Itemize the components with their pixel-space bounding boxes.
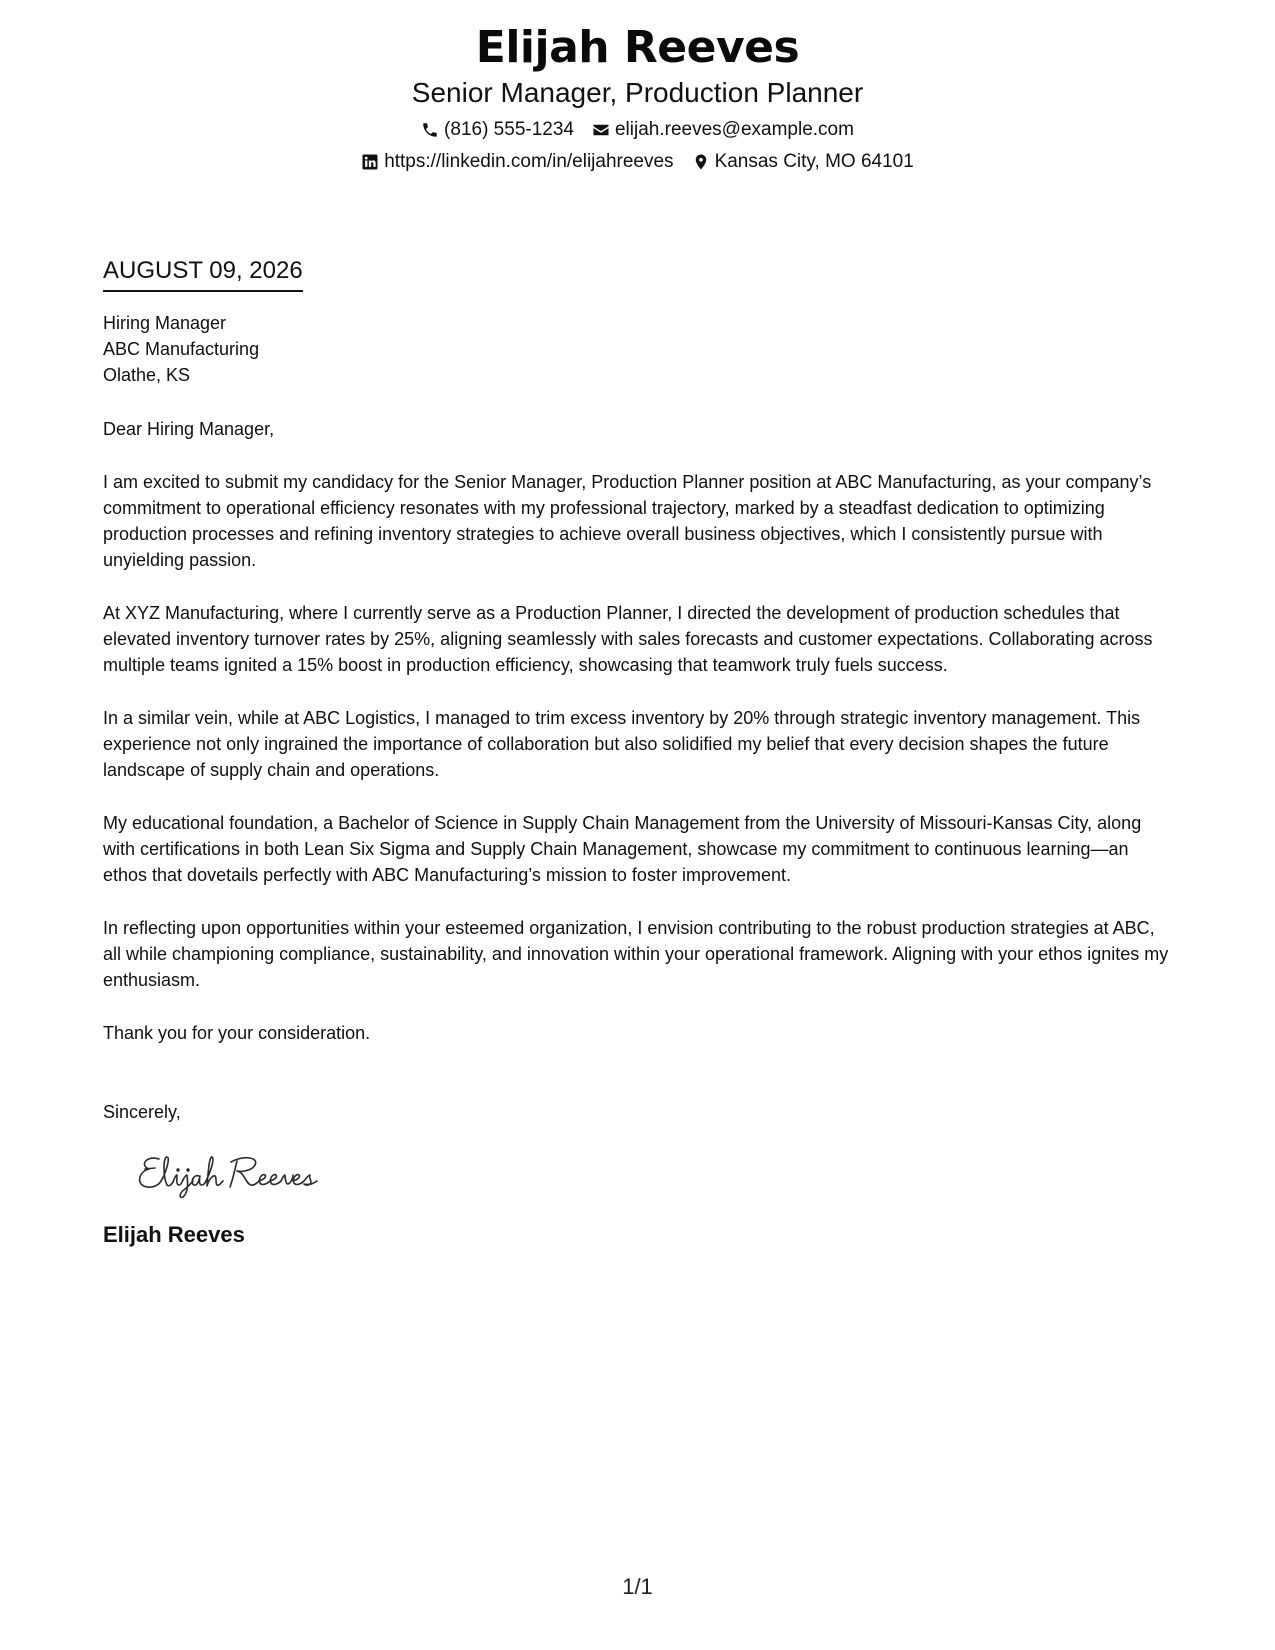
recipient-block xyxy=(103,310,1173,388)
contact-location xyxy=(692,150,914,174)
paragraph-2: At XYZ Manufacturing, where I currently serve as a Production Planner, I directed the development of production schedules that elevated inventory turnover rates by 25%, aligning seamlessly with sales forecasts and customer expectations. Collaborating across multiple teams ignited a 15% boost in production efficiency, showcasing that teamwork truly fuels success. xyxy=(103,603,1153,675)
signature-image xyxy=(133,1145,333,1201)
letterhead xyxy=(0,20,1275,174)
phone-text: (816) 555-1234 xyxy=(444,119,574,140)
linkedin-icon xyxy=(361,153,379,171)
paragraph-4: My educational foundation, a Bachelor of Science in Supply Chain Management from the University of Missouri-Kansas City, along with certifications in both Lean Six Sigma and Supply Chain Management, showcase my commitment to continuous learning—an ethos that dovetails perfectly with ABC Manufacturing’s mission to foster improvement. xyxy=(103,813,1142,885)
thank-you-line: Thank you for your consideration. xyxy=(103,1023,371,1043)
letter-body xyxy=(103,256,1173,1249)
contact-email[interactable] xyxy=(592,118,854,142)
phone-icon xyxy=(421,121,439,139)
paragraph-5: In reflecting upon opportunities within your esteemed organization, I envision contributing to the robust production strategies at ABC, all while championing compliance, sustainability, and innovation within your operational framework. Aligning with your ethos ignites my enthusiasm. xyxy=(103,918,1169,990)
applicant-title: Senior Manager, Production Planner xyxy=(411,77,864,108)
paragraph-3: In a similar vein, while at ABC Logistics, I managed to trim excess inventory by 20% through strategic inventory management. This experience not only ingrained the importance of collaboration but also solidified my belief that every decision shapes the future landscape of supply chain and operations. xyxy=(103,708,1141,780)
handwritten-signature xyxy=(133,1145,333,1201)
salutation: Dear Hiring Manager, xyxy=(103,419,275,439)
letter-date: AUGUST 09, 2026 xyxy=(103,256,303,292)
contact-phone xyxy=(421,118,574,142)
contact-linkedin[interactable] xyxy=(361,150,673,174)
recipient-name: Hiring Manager xyxy=(103,313,227,333)
contact-line-secondary xyxy=(0,150,1275,174)
recipient-company: ABC Manufacturing xyxy=(103,339,260,359)
contact-line-primary xyxy=(0,118,1275,142)
envelope-icon xyxy=(592,121,610,139)
location-text: Kansas City, MO 64101 xyxy=(714,151,914,172)
linkedin-text[interactable]: https://linkedin.com/in/elijahreeves xyxy=(384,151,674,172)
email-text[interactable]: elijah.reeves@example.com xyxy=(614,119,854,140)
recipient-location: Olathe, KS xyxy=(103,365,191,385)
applicant-name: Elijah Reeves xyxy=(475,22,800,73)
page-number: 1/1 xyxy=(622,1574,653,1599)
closing-line: Sincerely, xyxy=(103,1102,181,1122)
paragraph-1: I am excited to submit my candidacy for the Senior Manager, Production Planner position at ABC Manufacturing, as your company’s commitment to operational efficiency resonates with my professional trajectory, marked by a steadfast dedication to optimizing production processes and refining inventory strategies to achieve overall business objectives, which I consistently pursue with unyielding passion. xyxy=(103,472,1152,570)
map-marker-icon xyxy=(692,153,710,171)
signed-name: Elijah Reeves xyxy=(103,1222,245,1247)
